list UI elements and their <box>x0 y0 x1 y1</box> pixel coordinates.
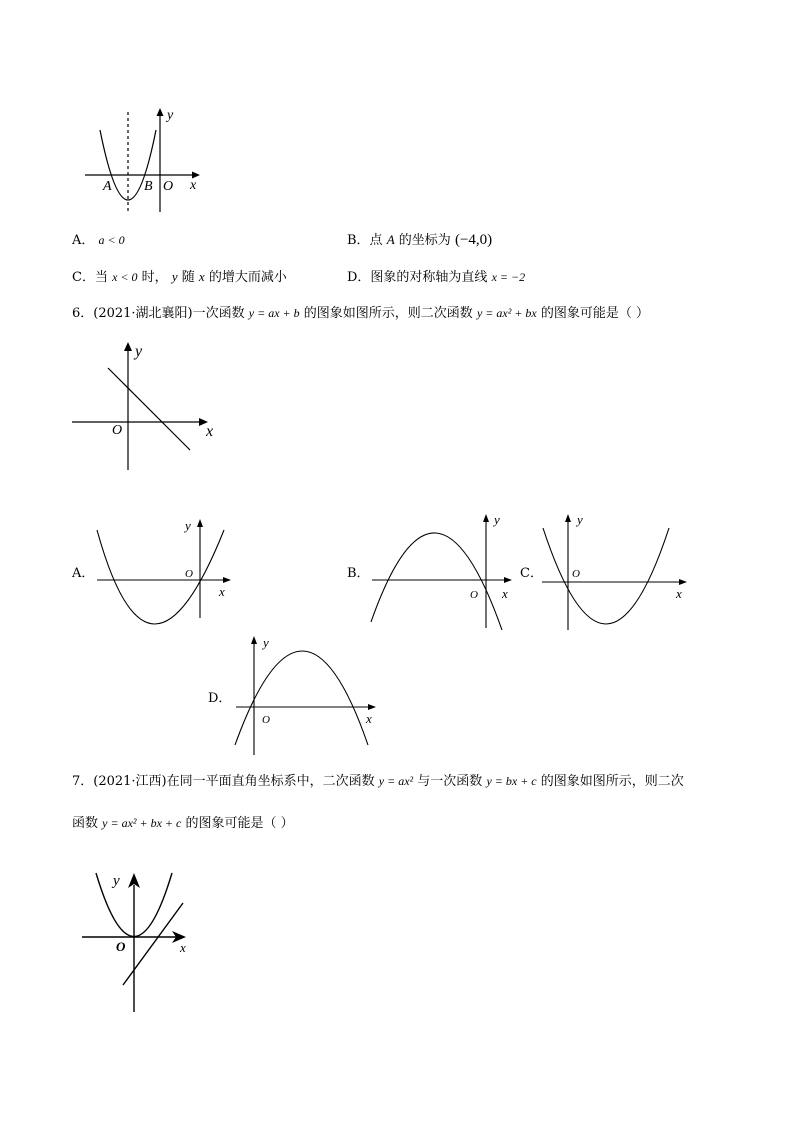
svg-text:x: x <box>366 711 372 726</box>
q6-line-expr: y = ax + b <box>248 306 300 320</box>
q5-option-b-point: A <box>386 232 395 247</box>
q7-full-expr: y = ax² + bx + c <box>102 816 182 830</box>
fig6-O-label: O <box>112 423 123 438</box>
svg-text:y: y <box>263 635 269 650</box>
q5-option-c-mid2: 随 <box>181 270 195 285</box>
q5-option-c-end: 的增大而减小 <box>208 270 287 285</box>
q6-option-c[interactable]: C． <box>520 566 543 581</box>
fig5-O-label: O <box>163 179 174 194</box>
q5-option-b-label: B．点 <box>347 233 383 248</box>
svg-text:O: O <box>470 589 478 601</box>
q6-option-a[interactable]: A． <box>72 566 95 581</box>
q5-option-d-label: D．图象的对称轴为直线 <box>347 270 488 285</box>
q6-stem-prefix: 6．(2021·湖北襄阳)一次函数 <box>72 306 245 321</box>
fig5-B-label: B <box>144 179 153 194</box>
svg-text:x: x <box>502 586 508 601</box>
fig5-y-label: y <box>167 108 174 123</box>
q5-option-c-y: y <box>171 269 178 284</box>
q7-stem-mid: 与一次函数 <box>417 774 483 789</box>
q7-stem-suffix: 的图象如图所示，则二次 <box>540 774 684 789</box>
q5-option-c-mid: 时， <box>141 270 168 285</box>
q6-stem-mid: 的图象如图所示，则二次函数 <box>303 306 473 321</box>
fig6-x-label: x <box>206 423 214 440</box>
q5-option-d-expr: x = −2 <box>491 270 526 284</box>
svg-text:x: x <box>676 586 682 601</box>
q6-option-b[interactable]: B． <box>347 566 370 581</box>
q7-quad-expr: y = ax² <box>378 774 414 788</box>
q5-option-c-x: x <box>198 269 205 284</box>
q7-stem-prefix: 7．(2021·江西)在同一平面直角坐标系中，二次函数 <box>72 774 375 789</box>
svg-text:x: x <box>180 940 186 955</box>
fig6-y-label: y <box>135 343 143 360</box>
q5-option-a-label: A． <box>72 233 95 248</box>
q6-stem-suffix: 的图象可能是（ ） <box>540 306 649 321</box>
fig5-A-label: A <box>103 179 112 194</box>
svg-text:y: y <box>577 512 583 527</box>
q5-option-a-expr: a < 0 <box>98 233 125 247</box>
q7-stem2-suffix: 的图象可能是（ ） <box>185 816 294 831</box>
q7-stem2-prefix: 函数 <box>72 816 99 831</box>
q6-option-d[interactable]: D． <box>208 691 232 706</box>
fig7-line <box>123 903 183 985</box>
q7-lin-expr: y = bx + c <box>486 774 537 788</box>
svg-text:x: x <box>219 584 225 599</box>
svg-text:O: O <box>262 714 270 726</box>
q5-option-c-cond: x < 0 <box>112 270 138 284</box>
svg-text:y: y <box>185 518 191 533</box>
svg-text:y: y <box>113 873 120 889</box>
q6-quad-expr: y = ax² + bx <box>476 306 537 320</box>
q5-option-b-coord: (−4,0) <box>454 232 493 248</box>
svg-text:O: O <box>572 568 580 580</box>
svg-text:y: y <box>494 512 500 527</box>
q5-option-b-text: 的坐标为 <box>398 233 451 248</box>
fig5-x-label: x <box>190 178 197 193</box>
svg-text:O: O <box>185 568 193 580</box>
q5-option-c-label: C．当 <box>72 270 108 285</box>
svg-text:O: O <box>116 939 126 954</box>
